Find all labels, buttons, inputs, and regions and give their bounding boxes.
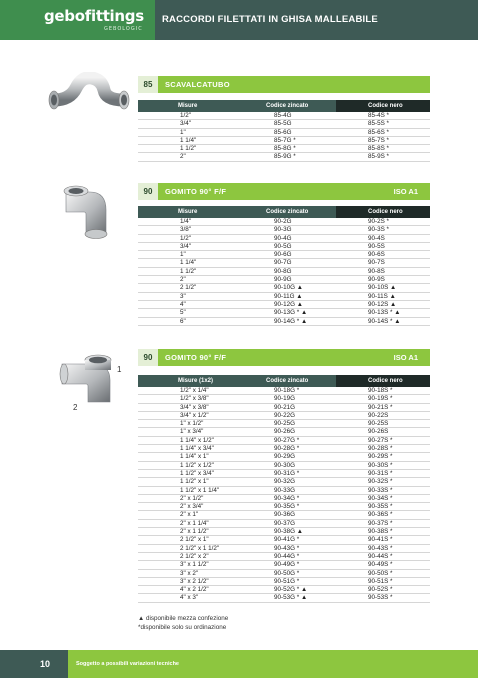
size-cell: 3/4"	[180, 242, 191, 250]
black-code-cell: 90-8S	[368, 267, 385, 275]
zinc-code-cell: 85-8G *	[274, 145, 296, 153]
black-code-cell: 90-38S *	[368, 528, 393, 536]
size-cell: 1 1/2" x 3/4"	[180, 469, 214, 477]
black-code-cell: 90-27S *	[368, 436, 393, 444]
zinc-code-cell: 90-5G	[274, 242, 292, 250]
size-cell: 1/2" x 1/4"	[180, 387, 209, 394]
black-code-cell: 90-44S *	[368, 552, 393, 560]
section-name: GOMITO 90° F/F	[165, 187, 227, 196]
section-header-90-reduced	[138, 349, 430, 366]
zinc-code-cell: 90-44G *	[274, 552, 300, 560]
zinc-code-cell: 90-29G	[274, 453, 296, 461]
table-row	[138, 520, 430, 528]
size-cell: 3/4" x 1/2"	[180, 411, 209, 419]
brand-subtitle: GEBOLOGIC	[104, 26, 143, 32]
zinc-code-cell: 90-11G ▲	[274, 292, 303, 300]
size-cell: 1/2" x 3/8"	[180, 395, 209, 403]
size-cell: 2"	[180, 276, 186, 284]
table-row	[138, 445, 430, 453]
zinc-code-cell: 90-2G	[274, 218, 292, 225]
page-number: 10	[0, 650, 68, 678]
size-cell: 5"	[180, 309, 186, 317]
table-row	[138, 268, 430, 276]
table-gomito-90	[138, 206, 430, 326]
black-code-cell: 90-41S *	[368, 536, 393, 544]
zinc-code-cell: 90-35G *	[274, 503, 300, 511]
table-row	[138, 478, 430, 486]
column-codice-nero: Codice nero	[368, 378, 403, 384]
zinc-code-cell: 90-9G	[274, 276, 292, 284]
size-cell: 1 1/2"	[180, 267, 197, 275]
table-row	[138, 487, 430, 495]
size-cell: 1 1/2"	[180, 145, 197, 153]
size-cell: 1 1/2" x 1/2"	[180, 461, 214, 469]
size-cell: 3" x 2"	[180, 569, 199, 577]
black-code-cell: 90-3S *	[368, 226, 390, 234]
size-cell: 3"	[180, 292, 186, 300]
table-row	[138, 226, 430, 234]
size-cell: 2 1/2"	[180, 284, 197, 292]
zinc-code-cell: 90-37G	[274, 519, 296, 527]
size-cell: 6"	[180, 317, 186, 325]
table-row	[138, 259, 430, 267]
table-gomito-90-ridotto	[138, 375, 430, 603]
table-row	[138, 137, 430, 145]
black-code-cell: 90-32S *	[368, 478, 393, 486]
table-row	[138, 112, 430, 120]
black-code-cell: 90-12S ▲	[368, 300, 397, 308]
black-code-cell: 90-37S *	[368, 519, 393, 527]
zinc-code-cell: 90-26G	[274, 428, 296, 436]
page-footer	[0, 650, 478, 678]
table-row	[138, 470, 430, 478]
table-row	[138, 404, 430, 412]
black-code-cell: 90-31S *	[368, 469, 393, 477]
section-name: SCAVALCATUBO	[165, 80, 230, 89]
size-cell: 1 1/4" x 1/2"	[180, 436, 214, 444]
column-codice-zincato: Codice zincato	[266, 103, 309, 109]
table-row	[138, 586, 430, 594]
black-code-cell: 85-8S *	[368, 145, 390, 153]
table-row	[138, 536, 430, 544]
zinc-code-cell: 90-14G * ▲	[274, 317, 308, 325]
outlet-2-label: 2	[73, 403, 78, 412]
page-title: RACCORDI FILETTATI IN GHISA MALLEABILE	[162, 14, 378, 25]
size-cell: 2" x 1"	[180, 511, 199, 519]
size-cell: 4"	[180, 300, 186, 308]
size-cell: 3/4" x 3/8"	[180, 403, 209, 411]
black-code-cell: 85-4S *	[368, 112, 390, 119]
zinc-code-cell: 90-3G	[274, 226, 292, 234]
table-row	[138, 453, 430, 461]
table-row	[138, 395, 430, 403]
table-row	[138, 594, 430, 602]
size-cell: 2" x 1/2"	[180, 494, 204, 502]
zinc-code-cell: 90-53G * ▲	[274, 594, 308, 602]
section-header-85	[138, 76, 430, 93]
black-code-cell: 90-5S	[368, 242, 385, 250]
size-cell: 1 1/4" x 3/4"	[180, 445, 214, 453]
black-code-cell: 85-5S *	[368, 120, 390, 128]
black-code-cell: 90-14S * ▲	[368, 317, 401, 325]
black-code-cell: 90-21S *	[368, 403, 393, 411]
black-code-cell: 85-6S *	[368, 128, 390, 136]
size-cell: 2"	[180, 153, 186, 161]
size-cell: 2" x 1 1/4"	[180, 519, 209, 527]
table-row	[138, 511, 430, 519]
table-row	[138, 284, 430, 292]
black-code-cell: 90-25S	[368, 420, 389, 428]
size-cell: 1"	[180, 251, 186, 259]
size-cell: 1 1/2" x 1 1/4"	[180, 486, 220, 494]
zinc-code-cell: 90-34G *	[274, 494, 300, 502]
black-code-cell: 90-19S *	[368, 395, 393, 403]
size-cell: 2" x 3/4"	[180, 503, 204, 511]
outlet-1-label: 1	[117, 365, 122, 374]
size-cell: 1" x 1/2"	[180, 420, 204, 428]
column-misure: Misure	[178, 209, 198, 215]
zinc-code-cell: 90-38G ▲	[274, 528, 303, 536]
black-code-cell: 90-53S *	[368, 594, 393, 602]
size-cell: 4" x 3"	[180, 594, 199, 602]
zinc-code-cell: 90-32G	[274, 478, 296, 486]
black-code-cell: 90-50S *	[368, 569, 393, 577]
size-cell: 1" x 3/4"	[180, 428, 204, 436]
column-misure: Misure (1x2)	[178, 378, 214, 384]
table-row	[138, 495, 430, 503]
table-row	[138, 153, 430, 161]
size-cell: 4" x 2 1/2"	[180, 586, 209, 594]
black-code-cell: 90-4S	[368, 234, 385, 242]
size-cell: 2" x 1 1/2"	[180, 528, 209, 536]
size-cell: 2 1/2" x 1 1/2"	[180, 544, 220, 552]
black-code-cell: 90-26S	[368, 428, 389, 436]
zinc-code-cell: 90-28G *	[274, 445, 300, 453]
table-row	[138, 420, 430, 428]
size-cell: 1/2"	[180, 234, 191, 242]
section-norm: ISO A1	[393, 187, 418, 196]
black-code-cell: 90-6S	[368, 251, 385, 259]
table-row	[138, 129, 430, 137]
table-row	[138, 570, 430, 578]
black-code-cell: 90-22S	[368, 411, 389, 419]
black-code-cell: 90-2S *	[368, 218, 390, 225]
zinc-code-cell: 90-52G * ▲	[274, 586, 308, 594]
zinc-code-cell: 85-7G *	[274, 136, 296, 144]
zinc-code-cell: 85-6G	[274, 128, 292, 136]
black-code-cell: 90-43S *	[368, 544, 393, 552]
table-row	[138, 276, 430, 284]
table-row	[138, 120, 430, 128]
table-row	[138, 301, 430, 309]
table-row	[138, 145, 430, 153]
column-misure: Misure	[178, 103, 198, 109]
section-number: 90	[138, 183, 158, 200]
black-code-cell: 90-13S * ▲	[368, 309, 401, 317]
section-number: 85	[138, 76, 158, 93]
zinc-code-cell: 90-4G	[274, 234, 292, 242]
zinc-code-cell: 90-13G * ▲	[274, 309, 308, 317]
zinc-code-cell: 90-51G *	[274, 577, 300, 585]
zinc-code-cell: 90-7G	[274, 259, 292, 267]
column-codice-zincato: Codice zincato	[266, 378, 309, 384]
zinc-code-cell: 90-30G	[274, 461, 296, 469]
black-code-cell: 90-36S *	[368, 511, 393, 519]
black-code-cell: 90-7S	[368, 259, 385, 267]
zinc-code-cell: 90-10G ▲	[274, 284, 303, 292]
table-row	[138, 462, 430, 470]
table-row	[138, 437, 430, 445]
black-code-cell: 90-52S *	[368, 586, 393, 594]
zinc-code-cell: 85-4G	[274, 112, 292, 119]
table-row	[138, 428, 430, 436]
black-code-cell: 90-34S *	[368, 494, 393, 502]
table-header	[138, 100, 430, 112]
table-row	[138, 235, 430, 243]
black-code-cell: 90-28S *	[368, 445, 393, 453]
black-code-cell: 90-10S ▲	[368, 284, 397, 292]
zinc-code-cell: 90-41G *	[274, 536, 300, 544]
black-code-cell: 85-7S *	[368, 136, 390, 144]
table-row	[138, 243, 430, 251]
size-cell: 2 1/2" x 2"	[180, 552, 209, 560]
reducing-elbow-image	[58, 350, 116, 406]
zinc-code-cell: 85-9G *	[274, 153, 296, 161]
elbow-fitting-image	[60, 182, 112, 240]
black-code-cell: 90-11S ▲	[368, 292, 396, 300]
table-row	[138, 251, 430, 259]
page-header	[0, 0, 478, 40]
size-cell: 1 1/4" x 1"	[180, 453, 209, 461]
table-row	[138, 309, 430, 317]
size-cell: 1 1/2" x 1"	[180, 478, 209, 486]
zinc-code-cell: 90-22G	[274, 411, 296, 419]
table-scavalcatubo	[138, 100, 430, 162]
column-codice-zincato: Codice zincato	[266, 209, 309, 215]
size-cell: 3" x 1 1/2"	[180, 561, 209, 569]
table-row	[138, 412, 430, 420]
size-cell: 2 1/2" x 1"	[180, 536, 209, 544]
size-cell: 1"	[180, 128, 186, 136]
size-cell: 3" x 2 1/2"	[180, 577, 209, 585]
zinc-code-cell: 90-8G	[274, 267, 292, 275]
zinc-code-cell: 90-31G *	[274, 469, 300, 477]
column-codice-nero: Codice nero	[368, 103, 403, 109]
table-row	[138, 293, 430, 301]
section-number: 90	[138, 349, 158, 366]
zinc-code-cell: 90-33G	[274, 486, 296, 494]
zinc-code-cell: 90-18G *	[274, 387, 300, 394]
black-code-cell: 90-9S	[368, 276, 385, 284]
zinc-code-cell: 90-50G *	[274, 569, 300, 577]
black-code-cell: 90-49S *	[368, 561, 393, 569]
size-cell: 3/8"	[180, 226, 191, 234]
zinc-code-cell: 90-27G *	[274, 436, 300, 444]
table-row	[138, 578, 430, 586]
zinc-code-cell: 90-12G ▲	[274, 300, 303, 308]
size-cell: 3/4"	[180, 120, 191, 128]
black-code-cell: 90-33S *	[368, 486, 393, 494]
table-header	[138, 375, 430, 387]
zinc-code-cell: 90-21G	[274, 403, 296, 411]
table-row	[138, 561, 430, 569]
section-header-90	[138, 183, 430, 200]
black-code-cell: 90-30S *	[368, 461, 393, 469]
zinc-code-cell: 90-19G	[274, 395, 296, 403]
size-cell: 1 1/4"	[180, 259, 197, 267]
table-row	[138, 545, 430, 553]
section-norm: ISO A1	[393, 353, 418, 362]
footer-note: Soggetto a possibili variazioni tecniche	[76, 661, 179, 667]
black-code-cell: 85-9S *	[368, 153, 390, 161]
table-row	[138, 528, 430, 536]
black-code-cell: 90-18S *	[368, 387, 393, 394]
zinc-code-cell: 90-6G	[274, 251, 292, 259]
table-row	[138, 553, 430, 561]
table-row	[138, 218, 430, 226]
zinc-code-cell: 90-43G *	[274, 544, 300, 552]
size-cell: 1/4"	[180, 218, 191, 225]
zinc-code-cell: 85-5G	[274, 120, 292, 128]
black-code-cell: 90-51S *	[368, 577, 393, 585]
column-codice-nero: Codice nero	[368, 209, 403, 215]
section-name: GOMITO 90° F/F	[165, 353, 227, 362]
zinc-code-cell: 90-49G *	[274, 561, 300, 569]
legend-on-order: *disponibile solo su ordinazione	[138, 624, 227, 631]
brand-logo	[0, 0, 155, 40]
black-code-cell: 90-35S *	[368, 503, 393, 511]
crossover-fitting-image	[48, 72, 130, 116]
table-header	[138, 206, 430, 218]
black-code-cell: 90-29S *	[368, 453, 393, 461]
table-row	[138, 318, 430, 326]
zinc-code-cell: 90-25G	[274, 420, 296, 428]
size-cell: 1 1/4"	[180, 136, 197, 144]
table-row	[138, 503, 430, 511]
brand-name: gebofittings	[44, 7, 144, 25]
zinc-code-cell: 90-36G	[274, 511, 296, 519]
table-row	[138, 387, 430, 395]
size-cell: 1/2"	[180, 112, 191, 119]
legend-half-pack: ▲ disponibile mezza confezione	[138, 615, 229, 622]
